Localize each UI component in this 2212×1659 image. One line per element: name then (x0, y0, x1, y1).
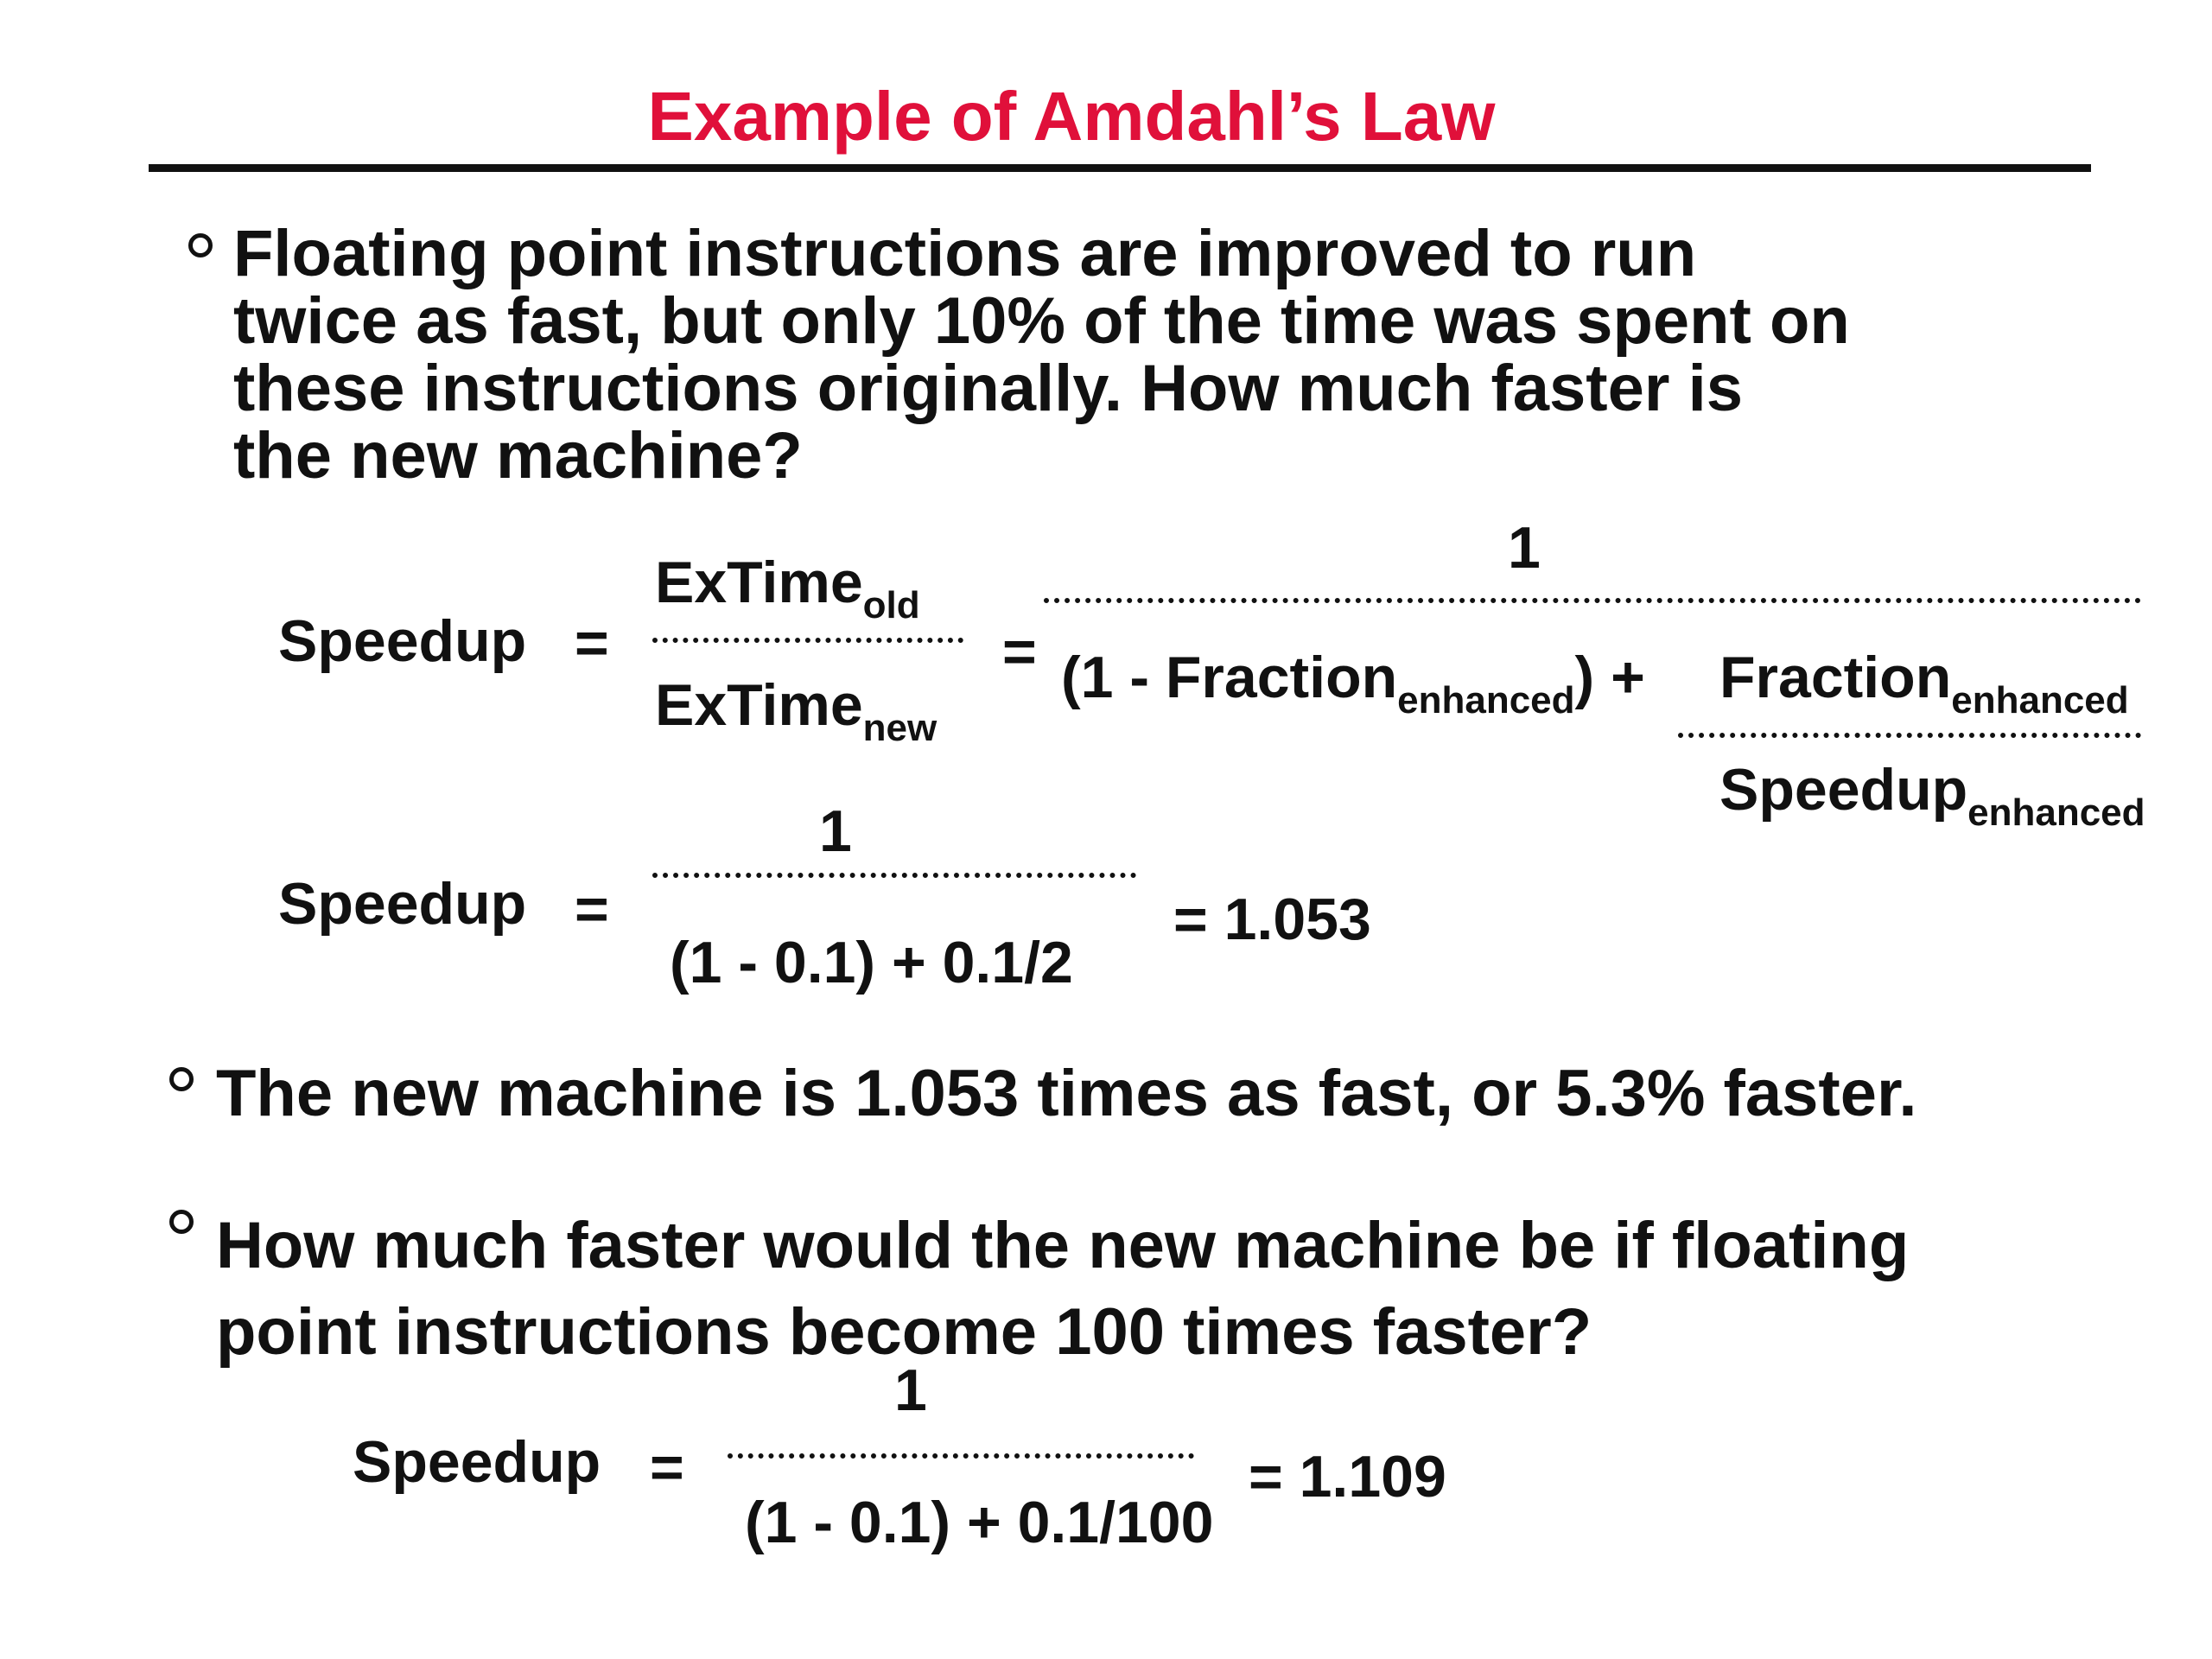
fraction-bar (652, 638, 963, 643)
fraction-bar (1678, 733, 2141, 738)
speedup-label: Speedup (278, 608, 527, 674)
equals-sign: = (1002, 619, 1037, 684)
question-1-line: the new machine? (233, 419, 803, 493)
fraction-bar (652, 873, 1136, 878)
speedup-enhanced: Speedup$_{enhanced}$ (1719, 757, 2145, 834)
question-2-line: point instructions become 100 times faster? (216, 1295, 1592, 1369)
speedup-label: Speedup (353, 1429, 601, 1495)
title-divider (149, 164, 2091, 172)
result-value: = 1.109 (1249, 1444, 1446, 1510)
bullet-icon (169, 1210, 194, 1234)
answer-text: The new machine is 1.053 times as fast, or 5.3% faster. (216, 1057, 1917, 1130)
question-1-line: twice as fast, but only 10% of the time was spent on (233, 284, 1850, 358)
question-1-line: these instructions originally. How much faster is (233, 352, 1743, 425)
numerator-one: 1 (819, 798, 852, 864)
extime-old: ExTime$_{old}$ (655, 550, 920, 626)
question-1 (233, 217, 1850, 493)
result-value: = 1.053 (1173, 887, 1371, 952)
equals-sign: = (575, 876, 609, 942)
numerator-one: 1 (1508, 515, 1541, 581)
question-2 (216, 1203, 1909, 1376)
numerator-one: 1 (894, 1357, 927, 1423)
denominator: (1 - 0.1) + 0.1/100 (745, 1490, 1214, 1555)
equals-sign: = (650, 1434, 684, 1500)
one-minus-fraction: (1 - Fraction$_{enhanced}$) + (1061, 645, 1645, 721)
equals-sign: = (575, 610, 609, 676)
speedup-label: Speedup (278, 871, 527, 937)
bullet-icon (169, 1067, 194, 1091)
fraction-enhanced: Fraction$_{enhanced}$ (1719, 645, 2129, 721)
fraction-bar (1044, 598, 2141, 603)
extime-new: ExTime$_{new}$ (655, 672, 938, 749)
bullet-icon (188, 233, 213, 257)
question-1-line: Floating point instructions are improved to run (233, 217, 1697, 290)
fraction-bar (728, 1453, 1194, 1459)
denominator: (1 - 0.1) + 0.1/2 (670, 930, 1073, 995)
question-2-line: How much faster would the new machine be if floating (216, 1209, 1910, 1282)
slide-title: Example of Amdahl’s Law (647, 78, 1496, 155)
